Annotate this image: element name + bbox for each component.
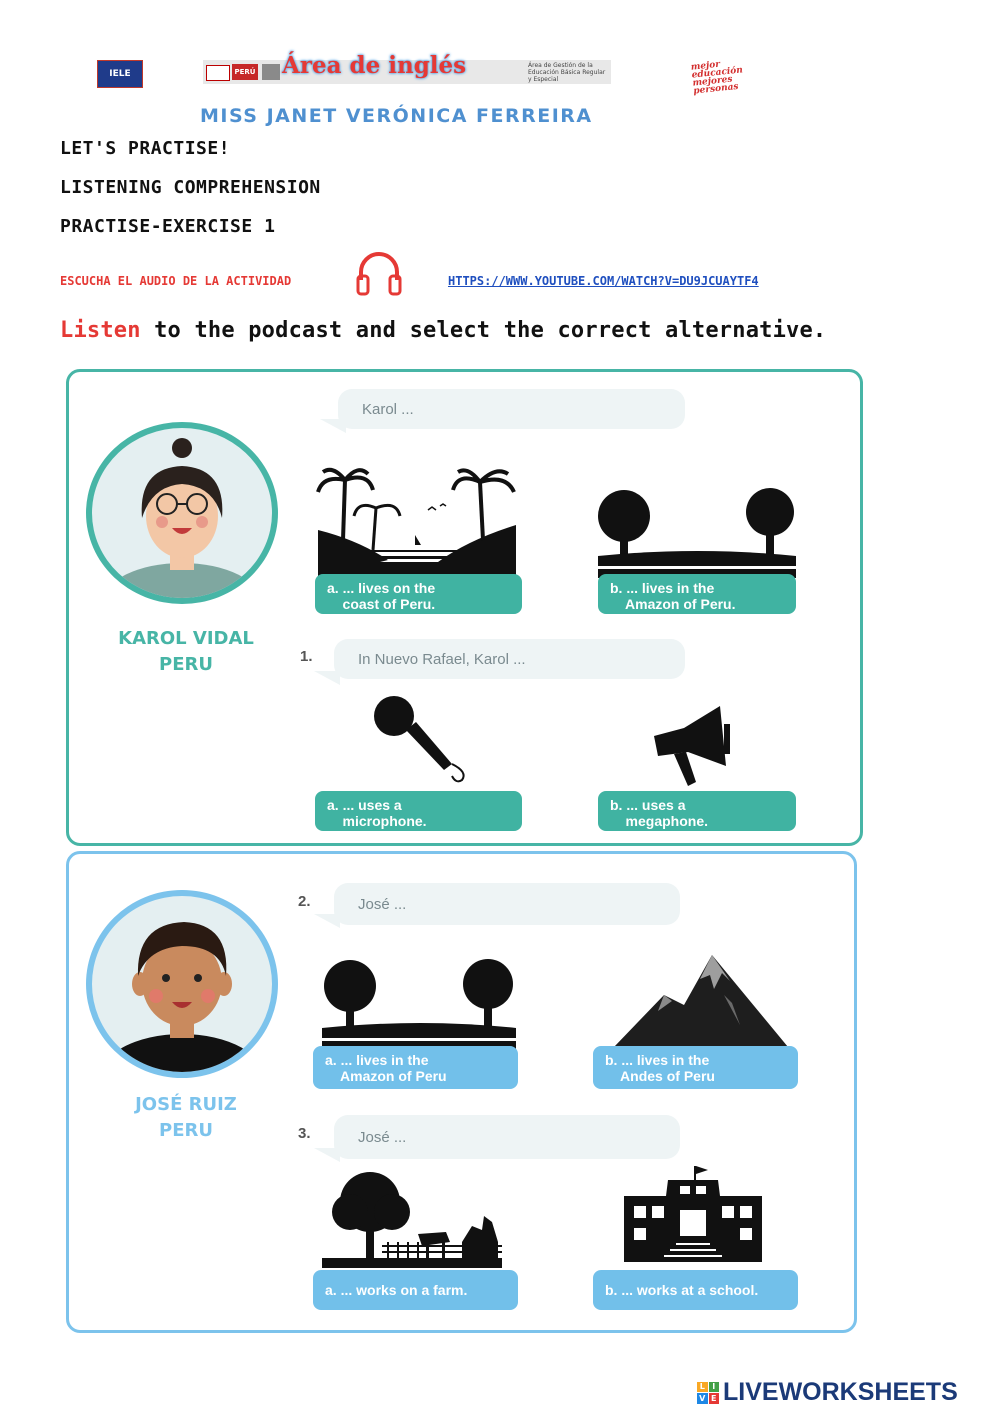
microphone-icon — [372, 694, 476, 782]
lets-practise-heading: LET'S PRACTISE! — [60, 138, 231, 159]
instruction-text: to the podcast and select the correct alternative. — [140, 318, 827, 343]
q3-option-b[interactable]: b. ... works at a school. — [593, 1270, 798, 1310]
q1-number: 1. — [300, 648, 313, 665]
headphones-icon[interactable] — [355, 250, 403, 296]
peru-crest-icon — [206, 65, 230, 81]
instruction — [60, 318, 826, 343]
karol-name-line1: KAROL VIDAL — [118, 628, 254, 649]
listening-heading: LISTENING COMPREHENSION — [60, 177, 321, 198]
q1-option-a[interactable]: a. ... uses a microphone. — [315, 791, 522, 831]
karol-country: PERU — [159, 654, 213, 675]
instruction-highlight: Listen — [60, 318, 141, 343]
q2-number: 2. — [298, 893, 311, 910]
liveworksheets-logo-icon: L I V E — [697, 1382, 719, 1404]
q3-bubble-text: José ... — [358, 1128, 407, 1146]
school-icon — [624, 1166, 762, 1268]
iele-logo: IELE — [97, 60, 143, 88]
jungle-silhouette — [322, 958, 516, 1050]
q3-option-a[interactable]: a. ... works on a farm. — [313, 1270, 518, 1310]
liveworksheets-brand[interactable] — [697, 1378, 958, 1407]
ministry-tag — [262, 64, 280, 80]
exercise-heading: PRACTISE-EXERCISE 1 — [60, 216, 276, 237]
escucha-label: ESCUCHA EL AUDIO DE LA ACTIVIDAD — [60, 274, 292, 288]
mountain-silhouette — [614, 955, 788, 1047]
jungle-silhouette — [598, 486, 796, 578]
banner-small-text: Área de Gestión de la Educación Básica Regular y Especial — [528, 62, 606, 83]
karol-name — [86, 626, 286, 678]
q2-bubble-text: José ... — [358, 895, 407, 913]
q0-option-b[interactable]: b. ... lives in the Amazon of Peru. — [598, 574, 796, 614]
karol-avatar — [86, 422, 278, 604]
peru-tag: PERÚ — [232, 64, 258, 80]
brand-text: LIVEWORKSHEETS — [723, 1378, 958, 1406]
megaphone-icon — [654, 706, 738, 786]
banner-title: Área de inglés — [282, 52, 467, 79]
q3-number: 3. — [298, 1125, 311, 1142]
youtube-link[interactable]: HTTPS://WWW.YOUTUBE.COM/WATCH?V=DU9JCUAYTF4 — [448, 274, 759, 288]
q3-bubble — [334, 1115, 680, 1159]
q0-option-a[interactable]: a. ... lives on the coast of Peru. — [315, 574, 522, 614]
jose-avatar — [86, 890, 278, 1078]
teacher-name: MISS JANET VERÓNICA FERREIRA — [200, 105, 593, 127]
jose-name — [86, 1092, 286, 1144]
q2-bubble — [334, 883, 680, 925]
q2-option-a[interactable]: a. ... lives in the Amazon of Peru — [313, 1046, 518, 1089]
jose-country: PERU — [159, 1120, 213, 1141]
karol-intro-text: Karol ... — [362, 400, 414, 418]
farm-silhouette — [322, 1172, 502, 1268]
jose-name-line1: JOSÉ RUIZ — [135, 1094, 237, 1115]
beach-silhouette — [318, 470, 516, 578]
motto: mejor educación mejores personas — [690, 59, 744, 97]
karol-intro-bubble — [338, 389, 685, 429]
q1-bubble-text: In Nuevo Rafael, Karol ... — [358, 650, 526, 668]
q1-option-b[interactable]: b. ... uses a megaphone. — [598, 791, 796, 831]
q1-bubble — [334, 639, 685, 679]
q2-option-b[interactable]: b. ... lives in the Andes of Peru — [593, 1046, 798, 1089]
